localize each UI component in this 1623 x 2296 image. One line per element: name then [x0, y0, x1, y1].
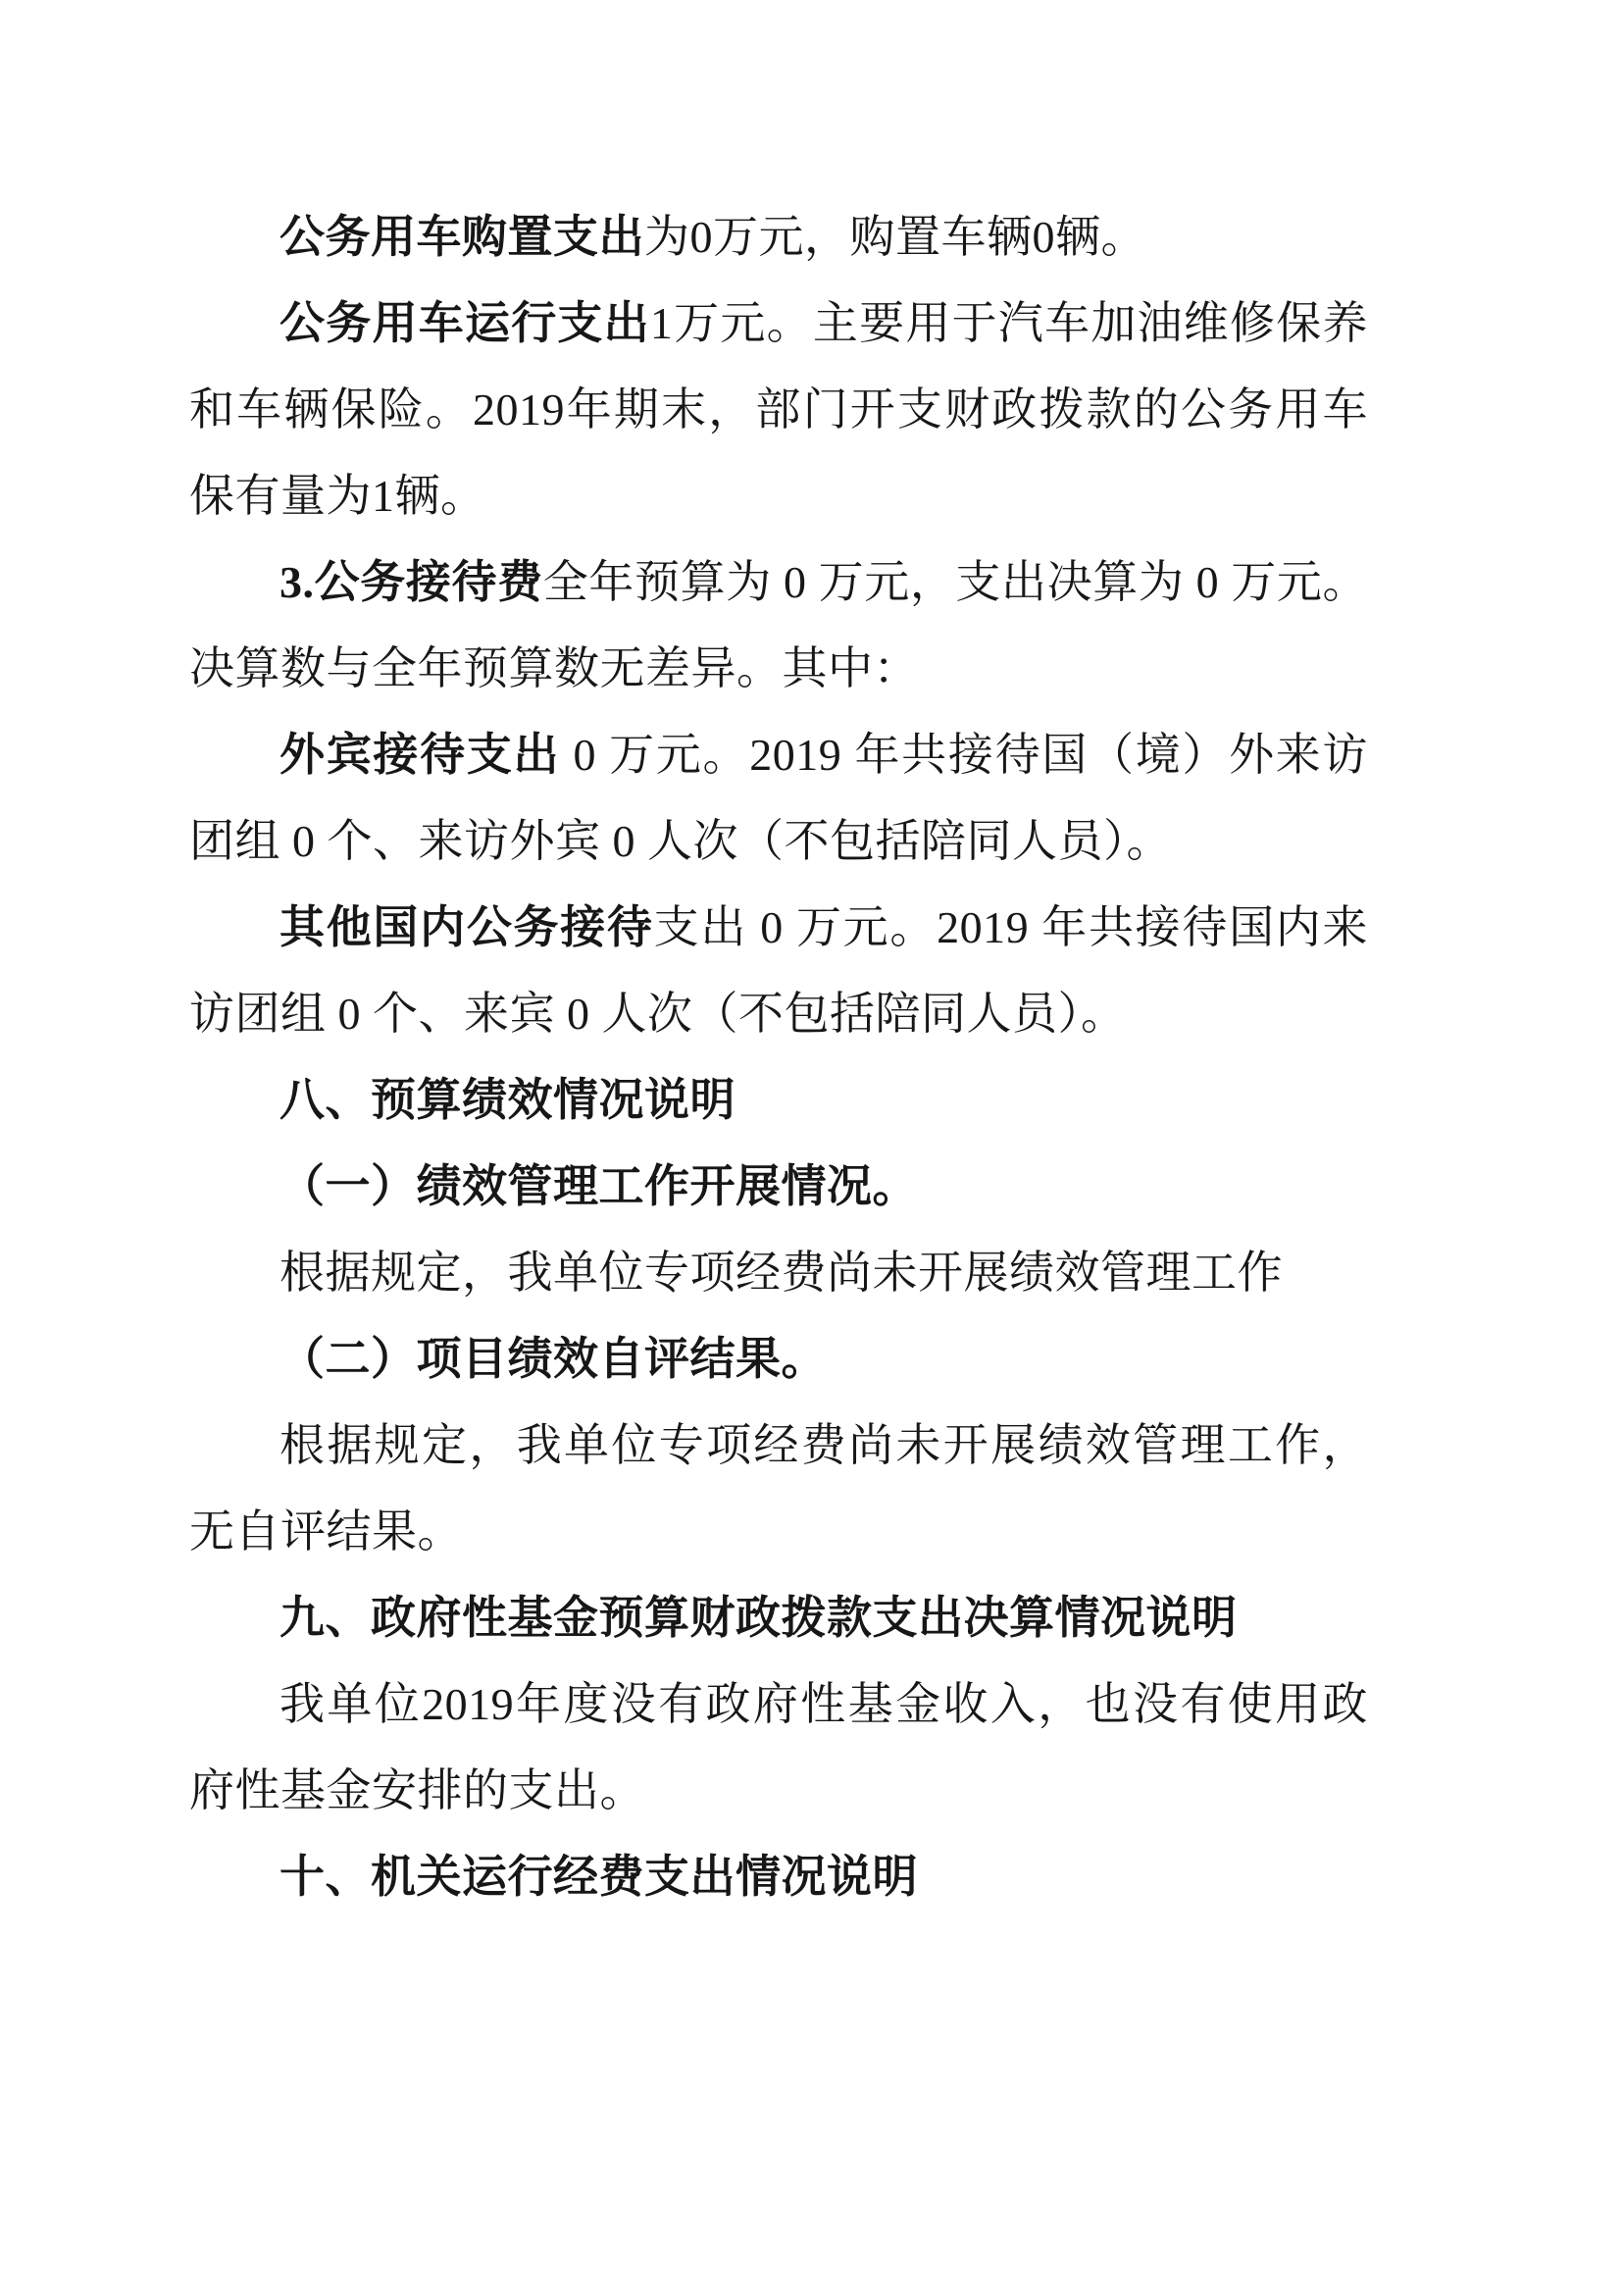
section-heading — [189, 1575, 1368, 1661]
emphasis-text-run: 九、政府性基金预算财政拨款支出决算情况说明 — [279, 1593, 1238, 1643]
emphasis-text-run: 公务用车购置支出 — [279, 212, 644, 262]
paragraph — [189, 885, 1368, 1057]
text-run: 全年预算为 0 万元，支出决算为 0 万元。决算数与全年预算数无差异。其中： — [189, 557, 1369, 693]
emphasis-text-run: 公务用车运行支出 — [279, 298, 650, 348]
paragraph — [189, 539, 1368, 712]
emphasis-text-run: 其他国内公务接待 — [279, 902, 654, 952]
emphasis-text-run: 外宾接待支出 — [279, 730, 561, 780]
text-run: 根据规定，我单位专项经费尚未开展绩效管理工作，无自评结果。 — [189, 1420, 1368, 1556]
emphasis-text-run: 十、机关运行经费支出情况说明 — [279, 1852, 918, 1902]
section-heading — [189, 1144, 1368, 1230]
section-heading — [189, 1316, 1368, 1403]
emphasis-text-run: 3.公务接待费 — [279, 557, 543, 607]
section-heading — [189, 1057, 1368, 1144]
text-run: 根据规定，我单位专项经费尚未开展绩效管理工作 — [279, 1248, 1283, 1298]
text-run: 0 万元。2019 年共接待国（境）外来访团组 0 个、来访外宾 0 人次（不包括陪同人员）。 — [189, 730, 1369, 866]
emphasis-text-run: （一）绩效管理工作开展情况。 — [279, 1161, 918, 1211]
text-run: 我单位2019年度没有政府性基金收入，也没有使用政府性基金安排的支出。 — [189, 1679, 1368, 1815]
section-heading — [189, 1834, 1368, 1920]
text-run: 为0万元，购置车辆0辆。 — [644, 212, 1146, 262]
emphasis-text-run: （二）项目绩效自评结果。 — [279, 1334, 827, 1384]
paragraph — [189, 1403, 1368, 1575]
text-run: 1万元。主要用于汽车加油维修保养和车辆保险。2019年期末，部门开支财政拨款的公务用车保有量为1辆。 — [189, 298, 1369, 521]
paragraph — [189, 194, 1368, 281]
paragraph — [189, 1661, 1368, 1834]
paragraph — [189, 1230, 1368, 1316]
emphasis-text-run: 八、预算绩效情况说明 — [279, 1075, 735, 1125]
text-run: 支出 0 万元。2019 年共接待国内来访团组 0 个、来宾 0 人次（不包括陪同人员）。 — [189, 902, 1369, 1039]
document-body — [189, 194, 1368, 1920]
paragraph — [189, 281, 1368, 539]
paragraph — [189, 712, 1368, 885]
